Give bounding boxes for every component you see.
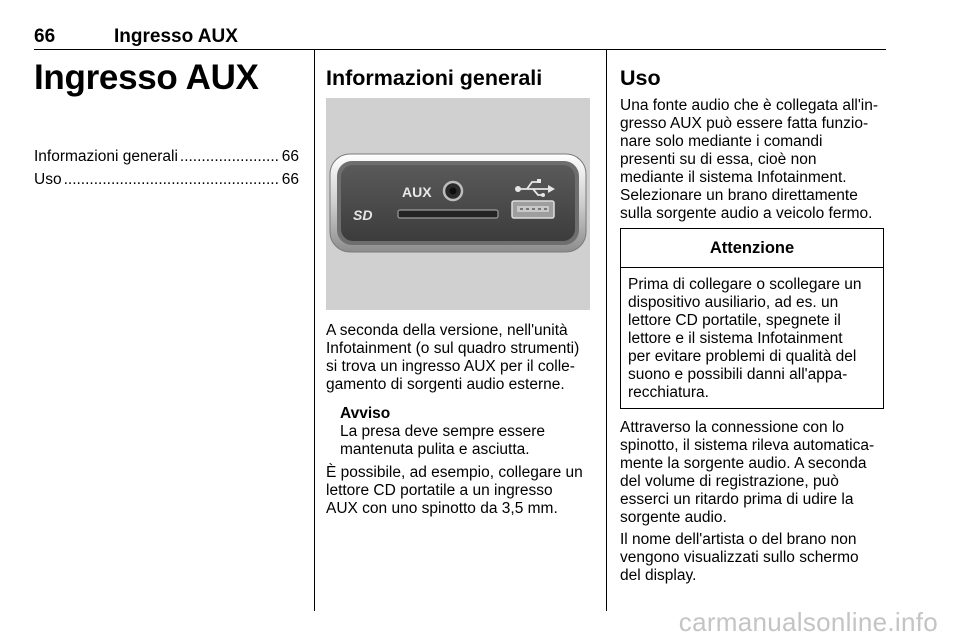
toc-entry[interactable] bbox=[34, 145, 299, 168]
table-of-contents bbox=[34, 145, 299, 191]
header-title: Ingresso AUX bbox=[114, 26, 238, 47]
paragraph-example: È possibile, ad esempio, collegare un lettore CD portatile a un ingresso AUX con uno spinotto da 3,5 mm. bbox=[326, 464, 583, 517]
section-heading-usage: Uso bbox=[620, 66, 661, 90]
paragraph-aux-location: A seconda della versione, nell'unità Infotainment (o sul quadro strumenti) si trova un ingresso AUX per il colle- gamento di sorgenti audio esterne. bbox=[326, 322, 580, 393]
chapter-title: Ingresso AUX bbox=[34, 58, 259, 97]
notice-text: La presa deve sempre essere mantenuta pulita e asciutta. bbox=[340, 423, 546, 458]
sd-logo bbox=[353, 207, 372, 223]
paragraph-usage: Una fonte audio che è collegata all'in- gresso AUX può essere fatta funzio- nare solo mediante i comandi presenti su di essa, cioè non mediante il sistema Infotainment. Selezionare un brano direttamente sulla sorgente audio a veicolo fermo. bbox=[620, 97, 879, 222]
watermark: carmanualsonline.info bbox=[678, 607, 938, 637]
attention-text: Prima di collegare o scollegare un dispositivo ausiliario, ad es. un lettore CD portatile, spegnete il lettore e il sistema Infotainment per evitare problemi di qualità del suono e possibili danni all'appa- recchiatura. bbox=[628, 276, 862, 401]
svg-text:SD: SD bbox=[353, 207, 373, 223]
sd-card-slot bbox=[398, 210, 498, 218]
aux-label: AUX bbox=[402, 184, 432, 200]
notice-label: Avviso bbox=[340, 405, 391, 422]
header-rule bbox=[34, 49, 886, 50]
page-header bbox=[34, 26, 886, 48]
section-heading-general-info: Informazioni generali bbox=[326, 66, 543, 90]
toc-leader-dots bbox=[180, 145, 280, 168]
paragraph-auto-detect: Attraverso la connessione con lo spinotto, il sistema rileva automatica- mente la sorgente audio. A seconda del volume di registrazione, può esserci un ritardo prima di udire la sorgente audio. bbox=[620, 419, 875, 526]
toc-entry[interactable] bbox=[34, 168, 299, 191]
attention-title: Attenzione bbox=[621, 229, 883, 268]
paragraph-artist-name: Il nome dell'artista o del brano non vengono visualizzati sullo schermo del display. bbox=[620, 531, 859, 584]
toc-entry-page: 66 bbox=[281, 171, 299, 188]
toc-entry-label: Uso bbox=[34, 171, 62, 188]
aux-port-figure bbox=[326, 98, 590, 310]
toc-entry-page: 66 bbox=[281, 148, 299, 165]
toc-entry-label: Informazioni generali bbox=[34, 148, 178, 165]
aux-panel-illustration bbox=[326, 98, 590, 310]
attention-box bbox=[620, 228, 884, 409]
toc-leader-dots bbox=[64, 168, 280, 191]
page-number: 66 bbox=[34, 26, 56, 47]
column-divider-right bbox=[606, 50, 607, 611]
column-divider-left bbox=[314, 50, 315, 611]
